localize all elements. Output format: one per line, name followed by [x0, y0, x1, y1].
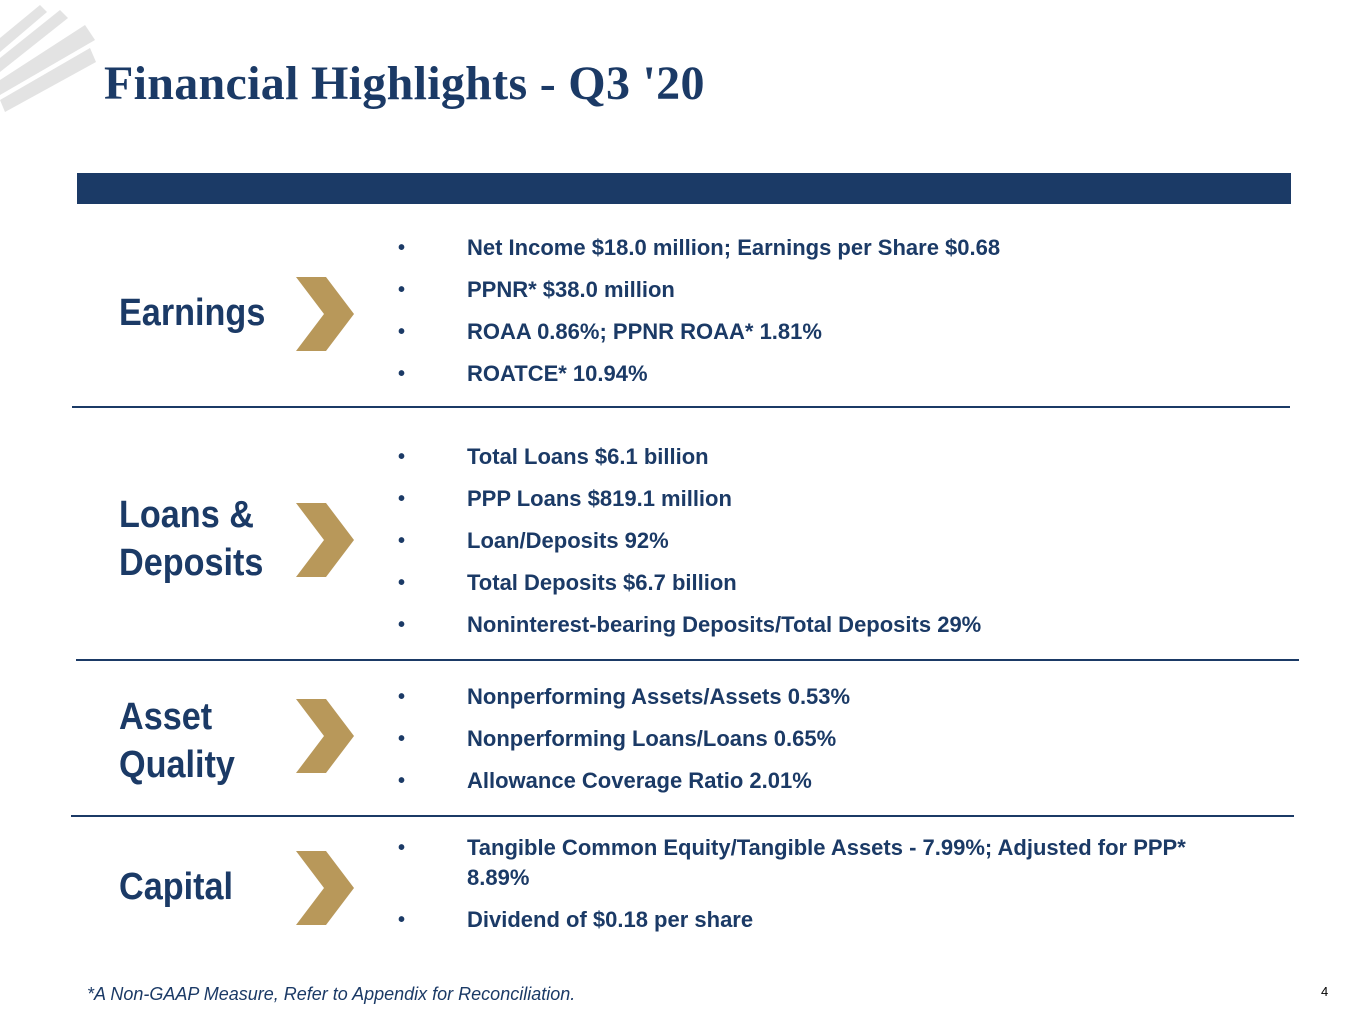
list-item: • PPNR* $38.0 million	[398, 277, 675, 302]
section-label-earnings: Earnings	[119, 292, 266, 334]
footnote: *A Non-GAAP Measure, Refer to Appendix for Reconciliation.	[87, 984, 576, 1004]
list-item: • Dividend of $0.18 per share	[398, 907, 754, 932]
loans-deposits-bullet-list	[398, 442, 981, 652]
list-item: • ROAA 0.86%; PPNR ROAA* 1.81%	[398, 319, 822, 344]
section-divider	[72, 406, 1290, 408]
chevron-right-icon	[296, 277, 354, 351]
list-item: • Nonperforming Loans/Loans 0.65%	[398, 726, 837, 751]
list-item: • Allowance Coverage Ratio 2.01%	[398, 768, 812, 793]
section-divider	[76, 659, 1299, 661]
section-label-asset-quality: Asset Quality	[119, 696, 235, 786]
list-item: • Total Loans $6.1 billion	[398, 444, 709, 469]
list-item: • Nonperforming Assets/Assets 0.53%	[398, 684, 851, 709]
earnings-bullet-list	[398, 233, 1000, 401]
list-item: • PPP Loans $819.1 million	[398, 486, 732, 511]
section-label-capital: Capital	[119, 866, 234, 908]
page-title: Financial Highlights - Q3 '20	[104, 57, 705, 110]
logo-stripes-icon	[0, 0, 100, 115]
list-item: • Total Deposits $6.7 billion	[398, 570, 737, 595]
section-label-loans-deposits: Loans & Deposits	[119, 494, 264, 584]
chevron-right-icon	[296, 851, 354, 925]
list-item: • Tangible Common Equity/Tangible Assets - 7.99%; Adjusted for PPP* 8.89%	[398, 835, 1186, 890]
list-item: • Net Income $18.0 million; Earnings per Share $0.68	[398, 235, 1001, 260]
capital-bullet-list	[398, 833, 1237, 947]
list-item: • Noninterest-bearing Deposits/Total Deposits 29%	[398, 612, 982, 637]
asset-quality-bullet-list	[398, 682, 850, 808]
list-item: • Loan/Deposits 92%	[398, 528, 669, 553]
list-item: • ROATCE* 10.94%	[398, 361, 648, 386]
chevron-right-icon	[296, 503, 354, 577]
page-number: 4	[1321, 984, 1329, 999]
section-divider	[71, 815, 1294, 817]
chevron-right-icon	[296, 699, 354, 773]
header-bar	[77, 173, 1291, 204]
